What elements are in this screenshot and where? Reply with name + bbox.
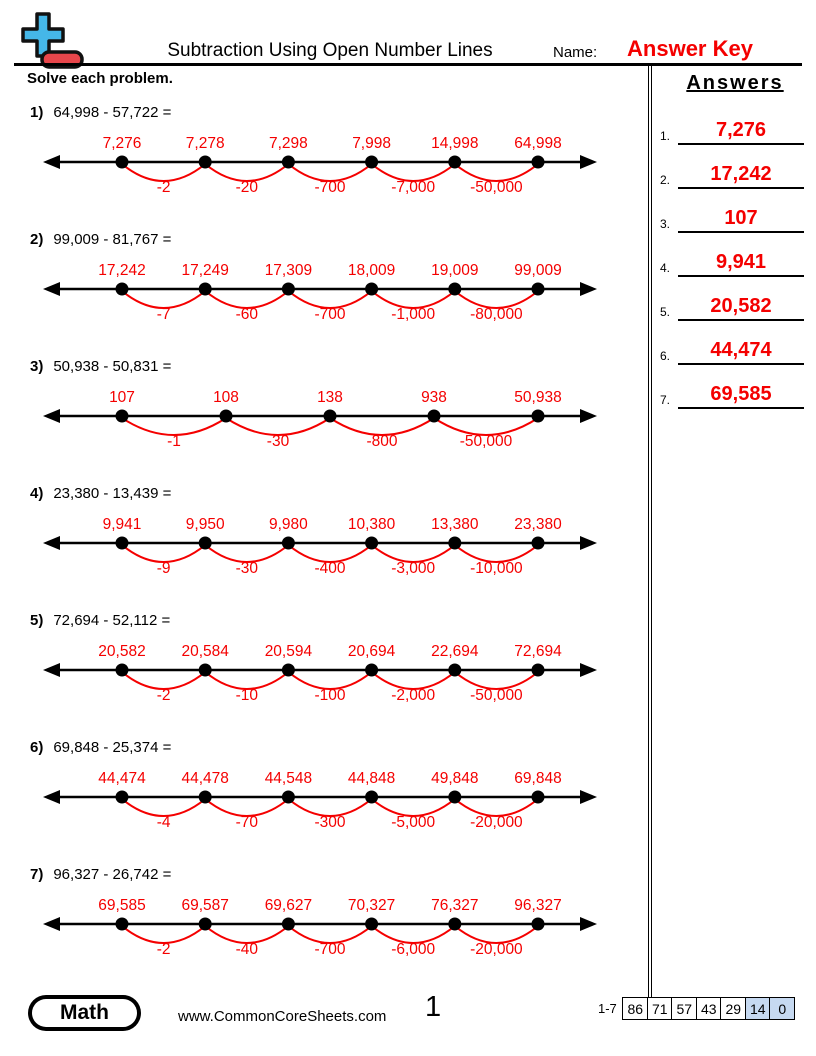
point-dot [448,156,461,169]
point-dot [532,664,545,677]
jump-label: -50,000 [470,179,523,196]
problem-block [16,866,646,960]
problem-number: 7) [30,866,44,883]
problem-block [16,739,646,833]
open-number-line [40,382,600,452]
answer-number: 6. [660,349,671,363]
problem-statement [16,104,646,128]
jump-label: -2 [156,179,171,196]
point-label: 44,478 [181,770,229,787]
point-label: 70,327 [347,897,396,914]
point-dot [199,283,212,296]
point-dot [282,918,295,931]
point-label: 7,278 [185,135,225,152]
point-dot [532,283,545,296]
point-label: 20,694 [347,643,396,660]
arrow-left-icon [43,536,60,550]
answer-key-text: Answer Key [627,36,753,61]
answer-row [660,101,804,145]
answer-row [660,365,804,409]
point-label: 18,009 [347,262,396,279]
arrow-left-icon [43,917,60,931]
point-label: 17,309 [264,262,313,279]
jump-label: -300 [314,814,346,831]
point-label: 22,694 [431,643,479,660]
answer-value: 7,276 [678,119,804,145]
open-number-line [40,509,600,579]
point-label: 96,327 [514,897,562,914]
point-label: 69,627 [264,897,313,914]
point-label: 20,594 [264,643,313,660]
jump-label: -1,000 [391,306,436,323]
jump-label: -7,000 [391,179,436,196]
problem-number: 4) [30,485,44,502]
point-label: 44,474 [98,770,146,787]
answers-list [660,101,810,409]
answer-value: 107 [678,207,804,233]
open-number-line [40,128,600,198]
subject-badge [28,995,141,1031]
problem-statement [16,866,646,890]
point-dot [448,918,461,931]
arrow-left-icon [43,155,60,169]
point-dot [365,156,378,169]
point-label: 19,009 [431,262,479,279]
point-label: 17,249 [181,262,229,279]
arrow-right-icon [580,282,597,296]
point-label: 69,848 [514,770,562,787]
point-label: 49,848 [431,770,479,787]
point-dot [282,791,295,804]
point-dot [116,537,129,550]
answer-number: 5. [660,305,671,319]
point-label: 107 [109,389,135,406]
point-label: 9,950 [185,516,225,533]
point-dot [532,156,545,169]
problem-statement [16,485,646,509]
answer-number: 1. [660,129,671,143]
point-dot [116,156,129,169]
point-dot [532,791,545,804]
problem-expression: 99,009 - 81,767 = [53,231,172,248]
problem-expression: 72,694 - 52,112 = [53,612,171,629]
problem-block [16,485,646,579]
name-label: Name: [553,44,598,61]
point-dot [282,283,295,296]
answer-value: 17,242 [678,163,804,189]
problem-number: 2) [30,231,44,248]
point-label: 50,938 [514,389,562,406]
jump-label: -2 [156,941,171,958]
score-cell: 0 [769,997,795,1020]
point-dot [448,664,461,677]
point-label: 938 [421,389,447,406]
jump-label: -20 [235,179,259,196]
jump-label: -10 [235,687,259,704]
jump-label: -700 [314,941,346,958]
point-dot [199,156,212,169]
point-dot [116,283,129,296]
point-label: 7,276 [102,135,142,152]
point-dot [199,537,212,550]
answer-number: 3. [660,217,671,231]
point-label: 44,848 [347,770,396,787]
point-dot [282,664,295,677]
point-dot [220,410,233,423]
score-strip [598,997,795,1020]
jump-label: -40 [235,941,259,958]
point-dot [532,918,545,931]
problem-expression: 96,327 - 26,742 = [53,866,172,883]
subject-badge-label: Math [32,999,137,1027]
jump-label: -3,000 [391,560,436,577]
answer-row [660,233,804,277]
answer-value: 44,474 [678,339,804,365]
arrow-left-icon [43,409,60,423]
answers-panel [648,66,810,1008]
problem-block [16,358,646,452]
arrow-right-icon [580,409,597,423]
answer-value: 9,941 [678,251,804,277]
problem-statement [16,739,646,763]
point-label: 108 [213,389,239,406]
answer-value: 20,582 [678,295,804,321]
instruction-text: Solve each problem. [27,70,173,87]
jump-label: -7 [156,306,171,323]
jump-label: -400 [314,560,346,577]
jump-label: -4 [156,814,171,831]
answer-value: 69,585 [678,383,804,409]
answer-number: 7. [660,393,671,407]
problem-number: 5) [30,612,44,629]
point-dot [116,918,129,931]
jump-label: -50,000 [459,433,513,450]
commoncoresheets-logo [20,12,84,70]
jump-label: -10,000 [470,560,523,577]
arrow-left-icon [43,282,60,296]
score-cell: 86 [622,997,648,1020]
problem-statement [16,358,646,382]
arrow-right-icon [580,917,597,931]
problem-statement [16,231,646,255]
problem-expression: 23,380 - 13,439 = [53,485,172,502]
point-dot [116,410,129,423]
point-label: 44,548 [264,770,313,787]
point-dot [116,664,129,677]
point-dot [199,918,212,931]
plus-icon [23,14,63,56]
point-dot [448,283,461,296]
point-dot [448,537,461,550]
arrow-right-icon [580,155,597,169]
point-label: 69,587 [181,897,229,914]
point-label: 138 [317,389,343,406]
point-dot [116,791,129,804]
jump-label: -60 [235,306,259,323]
point-label: 20,582 [98,643,146,660]
point-dot [365,283,378,296]
open-number-line [40,255,600,325]
point-label: 10,380 [347,516,396,533]
page-title: Subtraction Using Open Number Lines [167,40,493,61]
jump-label: -9 [156,560,171,577]
arrow-right-icon [580,536,597,550]
problem-statement [16,612,646,636]
jump-label: -80,000 [470,306,523,323]
jump-label: -1 [167,433,181,450]
jump-label: -2,000 [391,687,436,704]
problem-block [16,104,646,198]
point-label: 99,009 [514,262,562,279]
open-number-line [40,890,600,960]
point-label: 17,242 [98,262,146,279]
point-label: 13,380 [431,516,479,533]
problem-expression: 50,938 - 50,831 = [53,358,172,375]
problem-expression: 64,998 - 57,722 = [53,104,172,121]
score-range-label: 1-7 [598,1001,617,1016]
score-cell: 29 [720,997,746,1020]
point-label: 9,980 [269,516,308,533]
arrow-right-icon [580,790,597,804]
point-label: 76,327 [431,897,479,914]
answer-row [660,321,804,365]
jump-label: -6,000 [391,941,436,958]
score-cell: 43 [696,997,722,1020]
jump-label: -20,000 [470,814,523,831]
problem-expression: 69,848 - 25,374 = [53,739,172,756]
jump-label: -2 [156,687,171,704]
jump-label: -5,000 [391,814,436,831]
arrow-left-icon [43,663,60,677]
jump-label: -70 [235,814,259,831]
point-dot [532,410,545,423]
open-number-line [40,636,600,706]
point-dot [448,791,461,804]
answer-row [660,145,804,189]
point-label: 7,298 [269,135,308,152]
problems-list [16,88,646,960]
problem-number: 3) [30,358,44,375]
point-dot [365,537,378,550]
problem-block [16,231,646,325]
arrow-left-icon [43,790,60,804]
website-url: www.CommonCoreSheets.com [178,1008,387,1025]
point-dot [282,537,295,550]
arrow-right-icon [580,663,597,677]
jump-label: -700 [314,306,346,323]
jump-label: -30 [235,560,259,577]
point-label: 9,941 [102,516,142,533]
answer-number: 4. [660,261,671,275]
point-label: 72,694 [514,643,562,660]
point-label: 7,998 [352,135,391,152]
open-number-line [40,763,600,833]
point-dot [199,791,212,804]
point-dot [199,664,212,677]
jump-label: -20,000 [470,941,523,958]
answer-number: 2. [660,173,671,187]
point-dot [365,918,378,931]
answers-heading: Answers [686,72,784,94]
page-number: 1 [425,991,442,1023]
point-dot [428,410,441,423]
answer-row [660,189,804,233]
point-dot [365,664,378,677]
score-cell: 14 [745,997,771,1020]
problem-number: 1) [30,104,44,121]
problem-block [16,612,646,706]
point-dot [324,410,337,423]
jump-label: -700 [314,179,346,196]
point-label: 20,584 [181,643,229,660]
point-dot [365,791,378,804]
jump-label: -100 [314,687,346,704]
score-cell: 71 [647,997,673,1020]
problem-number: 6) [30,739,44,756]
point-dot [532,537,545,550]
point-label: 64,998 [514,135,562,152]
score-cell: 57 [671,997,697,1020]
score-cells [624,997,796,1020]
point-label: 69,585 [98,897,146,914]
point-dot [282,156,295,169]
answer-row [660,277,804,321]
point-label: 23,380 [514,516,562,533]
jump-label: -800 [366,433,398,450]
jump-label: -30 [266,433,290,450]
point-label: 14,998 [431,135,479,152]
jump-label: -50,000 [470,687,523,704]
